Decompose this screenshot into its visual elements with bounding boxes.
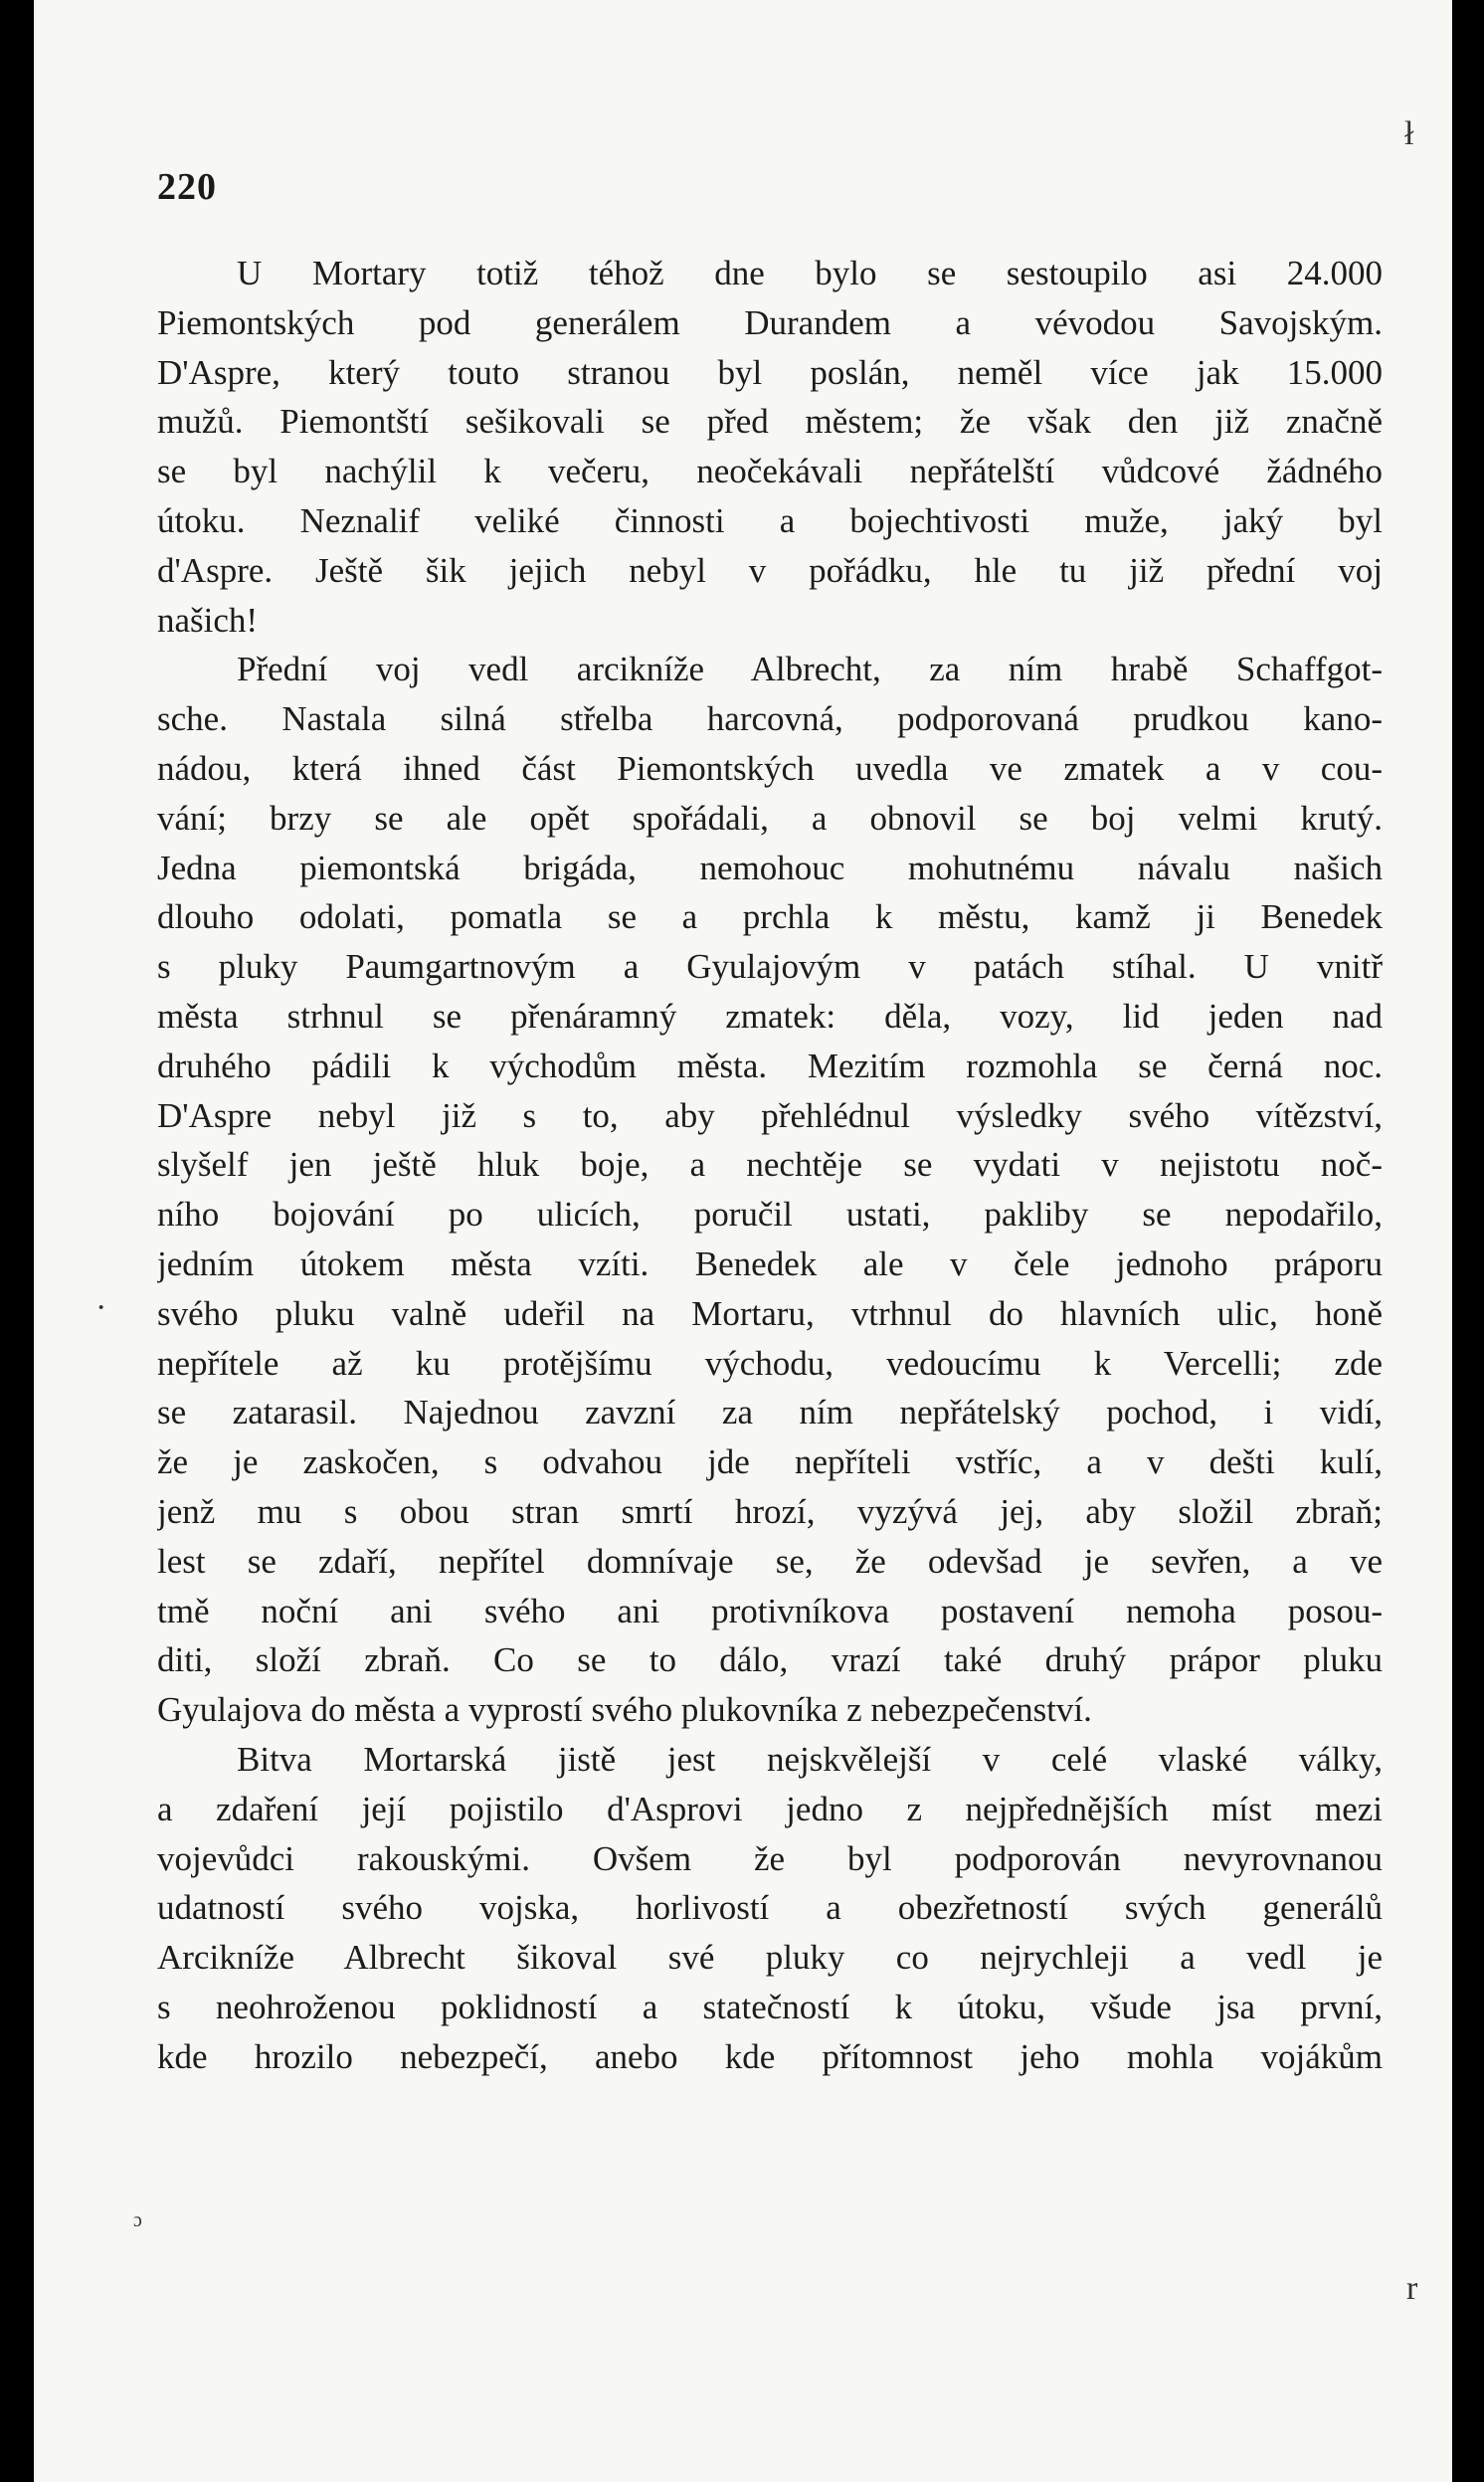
text-line: D'Aspre, který touto stranou byl poslán, neměl více jak 15.000: [157, 352, 1383, 392]
text-line: že je zaskočen, s odvahou jde nepříteli vstříc, a v dešti kulí,: [157, 1442, 1383, 1482]
text-line: se zatarasil. Najednou zavzní za ním nepřátelský pochod, i vidí,: [157, 1393, 1383, 1432]
text-line: Gyulajova do města a vyprostí svého plukovníka z nebezpečenství.: [157, 1690, 1092, 1730]
text-line: svého pluku valně udeřil na Mortaru, vtrhnul do hlavních ulic, honě: [157, 1293, 1383, 1333]
text-line: Jedna piemontská brigáda, nemohouc mohutnému návalu našich: [157, 848, 1383, 887]
text-line: diti, složí zbraň. Co se to dálo, vrazí také druhý prápor pluku: [157, 1640, 1383, 1680]
text-line: s pluky Paumgartnovým a Gyulajovým v patách stíhal. U vnitř: [157, 947, 1383, 987]
margin-mark-bottom-left: ɔ: [133, 2209, 142, 2231]
text-line: a zdaření její pojistilo d'Asprovi jedno z nejpřednějších míst mezi: [157, 1789, 1383, 1828]
text-line: s neohroženou poklidností a statečností k útoku, všude jsa první,: [157, 1987, 1383, 2026]
text-line: Bitva Mortarská jistě jest nejskvělejší v celé vlaské války,: [237, 1739, 1383, 1779]
text-line: d'Aspre. Ještě šik jejich nebyl v pořádku, hle tu již přední voj: [157, 550, 1383, 590]
margin-dot-left: ·: [95, 1289, 107, 1326]
text-line: mužů. Piemontští sešikovali se před městem; že však den již značně: [157, 402, 1383, 442]
text-line: vání; brzy se ale opět spořádali, a obnovil se boj velmi krutý.: [157, 798, 1383, 838]
text-line: jedním útokem města vzíti. Benedek ale v čele jednoho práporu: [157, 1243, 1383, 1283]
text-line: udatností svého vojska, horlivostí a obezřetností svých generálů: [157, 1888, 1383, 1928]
text-line: U Mortary totiž téhož dne bylo se sestoupilo asi 24.000: [237, 254, 1383, 292]
body-text: [157, 249, 1383, 2081]
text-line: Piemontských pod generálem Durandem a vévodou Savojským.: [157, 302, 1383, 342]
page-number: 220: [157, 166, 217, 208]
text-line: města strhnul se přenáramný zmatek: děla, vozy, lid jeden nad: [157, 996, 1383, 1036]
text-line: Arcikníže Albrecht šikoval své pluky co nejrychleji a vedl je: [157, 1938, 1383, 1978]
text-line: tmě noční ani svého ani protivníkova postavení nemoha posou-: [157, 1591, 1383, 1630]
text-line: útoku. Neznalif veliké činnosti a bojechtivosti muže, jaký byl: [157, 500, 1383, 540]
text-line: vojevůdci rakouskými. Ovšem že byl podporován nevyrovnanou: [157, 1838, 1383, 1878]
text-line: se byl nachýlil k večeru, neočekávali nepřátelští vůdcové žádného: [157, 452, 1383, 491]
text-line: jenž mu s obou stran smrtí hrozí, vyzývá jej, aby složil zbraň;: [157, 1491, 1383, 1531]
text-line: dlouho odolati, pomatla se a prchla k městu, kamž ji Benedek: [157, 897, 1383, 937]
text-line: ního bojování po ulicích, poručil ustati, pakliby se nepodařilo,: [157, 1195, 1383, 1235]
margin-mark-bottom-right: r: [1406, 2270, 1418, 2307]
text-line: nepřítele až ku protějšímu východu, vedoucímu k Vercelli; zde: [157, 1343, 1383, 1383]
text-line: druhého pádili k východům města. Mezitím rozmohla se černá noc.: [157, 1046, 1383, 1085]
text-line: Přední voj vedl arcikníže Albrecht, za ním hrabě Schaffgot-: [237, 650, 1383, 689]
text-line: našich!: [157, 600, 259, 640]
text-line: lest se zdaří, nepřítel domnívaje se, že odevšad je sevřen, a ve: [157, 1541, 1383, 1581]
book-page: [34, 0, 1452, 2482]
text-line: D'Aspre nebyl již s to, aby přehlédnul výsledky svého vítězství,: [157, 1095, 1383, 1135]
text-line: kde hrozilo nebezpečí, anebo kde přítomnost jeho mohla vojákům: [157, 2036, 1383, 2076]
text-line: slyšelf jen ještě hluk boje, a nechtěje se vydati v nejistotu noč-: [157, 1145, 1383, 1185]
text-line: nádou, která ihned část Piemontských uvedla ve zmatek a v cou-: [157, 748, 1383, 788]
text-line: sche. Nastala silná střelba harcovná, podporovaná prudkou kano-: [157, 699, 1383, 739]
margin-mark-top-right: ł: [1404, 115, 1414, 152]
